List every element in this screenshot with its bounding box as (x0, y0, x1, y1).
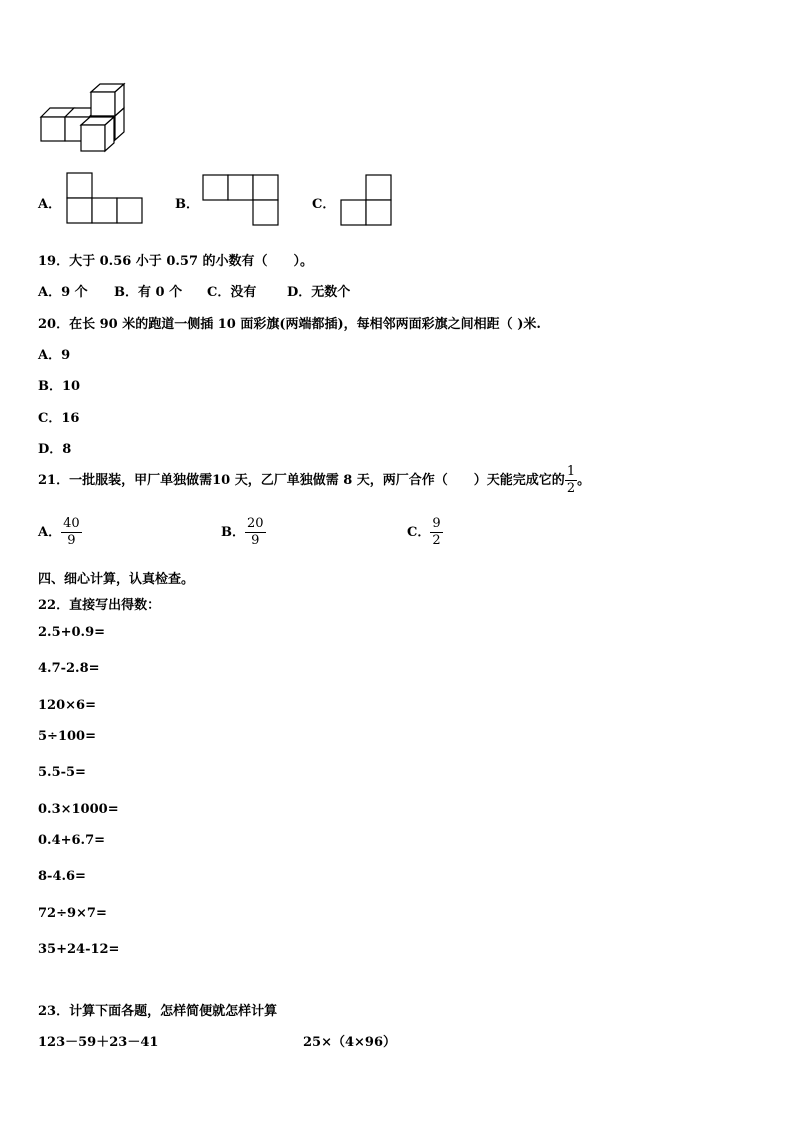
q21-fraction-denominator: 2 (566, 481, 576, 496)
q22-item-3: 120×6= (38, 698, 96, 713)
fraction-denominator: 2 (432, 533, 441, 548)
q20-option-a[interactable]: A．9 (38, 348, 71, 363)
q18-option-a-label[interactable]: A． (38, 197, 62, 212)
fraction-denominator: 9 (245, 532, 266, 549)
q20-option-c[interactable]: C．16 (38, 411, 80, 426)
q21-option-c[interactable] (407, 516, 443, 549)
q18-option-c-figure[interactable] (340, 174, 396, 226)
q22-item-10: 35+24-12= (38, 942, 120, 957)
q18-option-c-label[interactable]: C． (312, 197, 336, 212)
q21-option-b-fraction (245, 516, 266, 549)
q21-option-a-letter: A． (38, 525, 62, 540)
q21-option-a-fraction (61, 516, 82, 549)
q23-title: 23．计算下面各题，怎样简便就怎样计算 (38, 1004, 278, 1019)
q22-item-8: 8-4.6= (38, 869, 86, 884)
q21-option-a[interactable] (38, 516, 82, 549)
q20-option-d[interactable]: D．8 (38, 442, 72, 457)
cube-stack-figure (38, 82, 138, 157)
q20-text: 20．在长 90 米的跑道一侧插 10 面彩旗(两端都插)，每相邻两面彩旗之间相距（ )米. (38, 317, 541, 332)
q21-fraction (565, 464, 577, 497)
q19-option-d[interactable]: D．无数个 (287, 285, 351, 300)
q21-option-b-letter: B． (221, 525, 245, 540)
q22-item-5: 5.5-5= (38, 765, 86, 780)
q21-text: 21．一批服装，甲厂单独做需10 天，乙厂单独做需 8 天，两厂合作（ ）天能完成它的 (38, 473, 565, 488)
q19-option-b[interactable]: B．有 0 个 (114, 285, 183, 300)
q21-option-b[interactable] (221, 516, 266, 549)
q22-item-2: 4.7-2.8= (38, 661, 100, 676)
q21-option-c-letter: C． (407, 525, 431, 540)
q19-option-a[interactable]: A．9 个 (38, 285, 88, 300)
q22-title: 22．直接写出得数： (38, 598, 161, 613)
q22-item-1: 2.5+0.9= (38, 625, 106, 640)
q22-item-9: 72÷9×7= (38, 906, 107, 921)
q20-option-b[interactable]: B．10 (38, 379, 81, 394)
q22-item-4: 5÷100= (38, 729, 96, 744)
q18-option-a-figure[interactable] (66, 172, 146, 224)
q22-item-7: 0.4+6.7= (38, 833, 106, 848)
section-4-title: 四、细心计算，认真检查。 (38, 572, 195, 587)
q21-fraction-numerator: 1 (566, 464, 576, 479)
fraction-denominator: 9 (61, 532, 82, 549)
q21-end: 。 (577, 473, 591, 488)
q19-option-c[interactable]: C．没有 (207, 285, 257, 300)
q18-option-b-figure[interactable] (202, 174, 282, 226)
fraction-numerator: 9 (432, 516, 441, 531)
q19-text: 19．大于 0.56 小于 0.57 的小数有（ ）。 (38, 254, 314, 269)
q21-line (38, 464, 590, 497)
fraction-numerator: 20 (247, 516, 264, 531)
q22-item-6: 0.3×1000= (38, 802, 119, 817)
fraction-numerator: 40 (63, 516, 80, 531)
q18-option-b-label[interactable]: B． (175, 197, 199, 212)
q23-item-1: 123－59＋23－41 (38, 1035, 159, 1050)
q23-item-2: 25×（4×96） (303, 1035, 397, 1050)
q21-option-c-fraction (430, 516, 442, 549)
